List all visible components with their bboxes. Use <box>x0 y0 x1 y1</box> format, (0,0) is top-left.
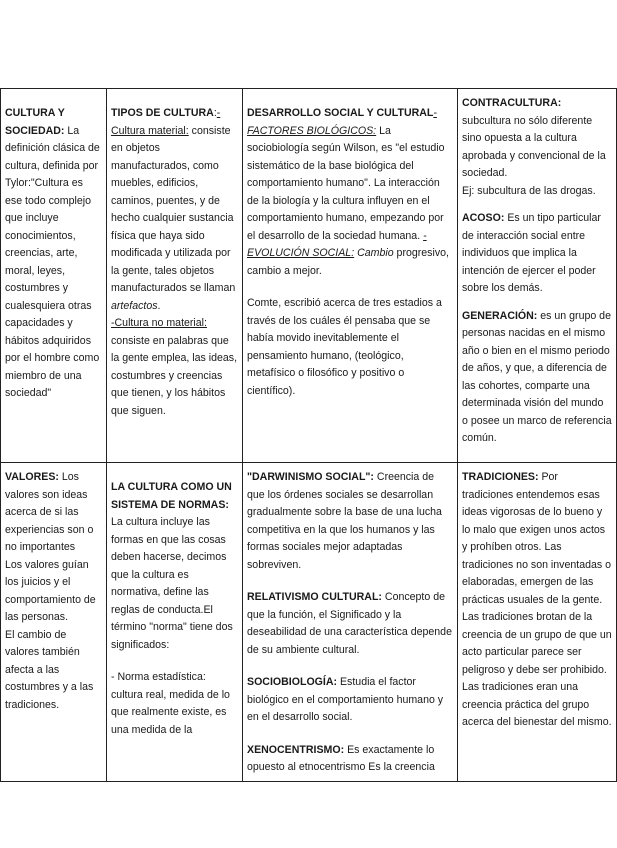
generacion-text: es un grupo de personas nacidas en el mismo año o bien en el mismo periodo de años, y que, a diferencia de las cohortes, comparte una determinada visión del mundo o posee un marco de referencia común. <box>462 309 612 444</box>
acoso-heading: ACOSO: <box>462 212 505 224</box>
acoso-text: Es un tipo particular de interacción social entre individuos que implica la intención de ejercer el poder sobre los demás. <box>462 212 601 294</box>
valores-text-2: Los valores guían los juicios y el comportamiento de las personas. <box>5 558 96 623</box>
xenocentrismo-heading: XENOCENTRISMO: <box>247 743 345 756</box>
cultura-no-material-text: consiste en palabras que la gente emplea, las ideas, costumbres y creencias que tienen, y los hábitos que siguen. <box>111 334 238 417</box>
valores-heading: VALORES: <box>5 471 59 483</box>
material-period: . <box>157 299 161 312</box>
cell-tipos-cultura <box>107 89 243 463</box>
cultura-material-text: consiste en objetos manufacturados, como muebles, edificios, caminos, puentes, y de hecho cualquier sustancia física que haya sido modificada y utilizada por la gente, tales objetos manufacturados se llaman <box>111 124 236 294</box>
valores-text-1: Los valores son ideas acerca de si las experiencias son o no importantes <box>5 471 94 553</box>
sociobiologia-heading: SOCIOBIOLOGÍA: <box>247 676 338 688</box>
sociobiologia-text: Estudia el factor biológico en el comportamiento humano y en el desarrollo social. <box>247 676 444 723</box>
valores-text-3: El cambio de valores también afecta a las costumbres y a las tradiciones. <box>5 628 94 711</box>
tradiciones-text: Por tradiciones entendemos esas ideas vigorosas de lo bueno y lo malo que exigen unos actos y prohíben otros. Las tradiciones no son inventadas o elaboradas, emergen de las prácticas usuales de la gente. Las tradiciones brotan de la creencia de un grupo de que un acto particular parece ser peligroso y debe ser prohibido. Las tradiciones eran una creencia práctica del grupo acerca del bienestar del mismo. <box>462 471 612 728</box>
tipos-cultura-heading: TIPOS DE CULTURA <box>111 107 214 119</box>
cultura-sociedad-text: La definición clásica de cultura, definida por Tylor:"Cultura es ese todo complejo que incluye conocimientos, creencias, arte, moral, leyes, costumbres y cualesquiera otras capacidades y hábitos adquiridos por el hombre como miembro de una sociedad" <box>5 124 100 399</box>
evolucion-social-term: Cambio <box>354 247 394 259</box>
cultura-sociedad-heading: CULTURA Y SOCIEDAD: <box>5 107 65 137</box>
comte-paragraph: Comte, escribió acerca de tres estadios a través de los cuáles él pensaba que se había movido inevitablemente el pensamiento humano, (teológico, metafísico o filosófico y positivo o científico). <box>247 297 442 397</box>
cell-contracultura <box>458 89 617 463</box>
cultura-material-label: -Cultura material: <box>111 107 221 137</box>
artefactos-term: artefactos <box>111 299 158 312</box>
cell-tradiciones <box>458 463 617 782</box>
tradiciones-heading: TRADICIONES: <box>462 471 539 483</box>
relativismo-text: Concepto de que la función, el Significado y la deseabilidad de una característica depende de su ambiente cultural. <box>247 591 452 656</box>
generacion-heading: GENERACIÓN: <box>462 309 538 322</box>
tipos-cultura-sep: : <box>213 107 217 119</box>
cell-valores <box>1 463 107 782</box>
cultura-no-material-label: -Cultura no material: <box>111 317 207 329</box>
normas-text: La cultura incluye las formas en que las cosas deben hacerse, decimos que la cultura es normativa, define las reglas de conducta.El término "norma" tiene dos significados: <box>111 516 233 651</box>
norma-estadistica-text: - Norma estadística: cultura real, medida de lo que realmente existe, es una medida de la <box>111 671 230 736</box>
contracultura-heading: CONTRACULTURA: <box>462 97 562 109</box>
evolucion-social-label: -EVOLUCIÓN SOCIAL: <box>247 229 427 259</box>
darwinismo-heading: "DARWINISMO SOCIAL": <box>247 471 374 483</box>
cell-cultura-sociedad <box>1 89 107 463</box>
cell-normas <box>107 463 243 782</box>
contracultura-example: Ej: subcultura de las drogas. <box>462 184 596 197</box>
normas-heading: LA CULTURA COMO UN SISTEMA DE NORMAS: <box>111 481 232 511</box>
contracultura-text: subcultura no sólo diferente sino opuesta a la cultura aprobada y convencional de la sociedad. <box>462 114 606 179</box>
evolucion-social-text: progresivo, cambio a mejor. <box>247 247 449 277</box>
factores-biologicos-label: -FACTORES BIOLÓGICOS: <box>247 107 437 137</box>
concepts-table <box>0 88 617 782</box>
xenocentrismo-text: Es exactamente lo opuesto al etnocentrismo Es la creencia <box>247 743 435 773</box>
factores-biologicos-text: La sociobiología según Wilson, es "el estudio sistemático de la base biológica del comportamiento humano". La interacción de la biología y la cultura influyen en el comportamiento humano, empezando por el desarrollo de la sociedad humana. <box>247 124 445 242</box>
cell-darwinismo <box>243 463 458 782</box>
desarrollo-social-heading: DESARROLLO SOCIAL Y CULTURAL <box>247 107 434 119</box>
relativismo-heading: RELATIVISMO CULTURAL: <box>247 591 382 603</box>
darwinismo-text: Creencia de que los órdenes sociales se desarrollan gradualmente sobre la base de una lucha competitiva en la que los humanos y las formas sociales mejor adaptadas sobreviven. <box>247 471 442 571</box>
cell-desarrollo-social <box>243 89 458 463</box>
table-row <box>1 89 617 463</box>
table-row <box>1 463 617 782</box>
